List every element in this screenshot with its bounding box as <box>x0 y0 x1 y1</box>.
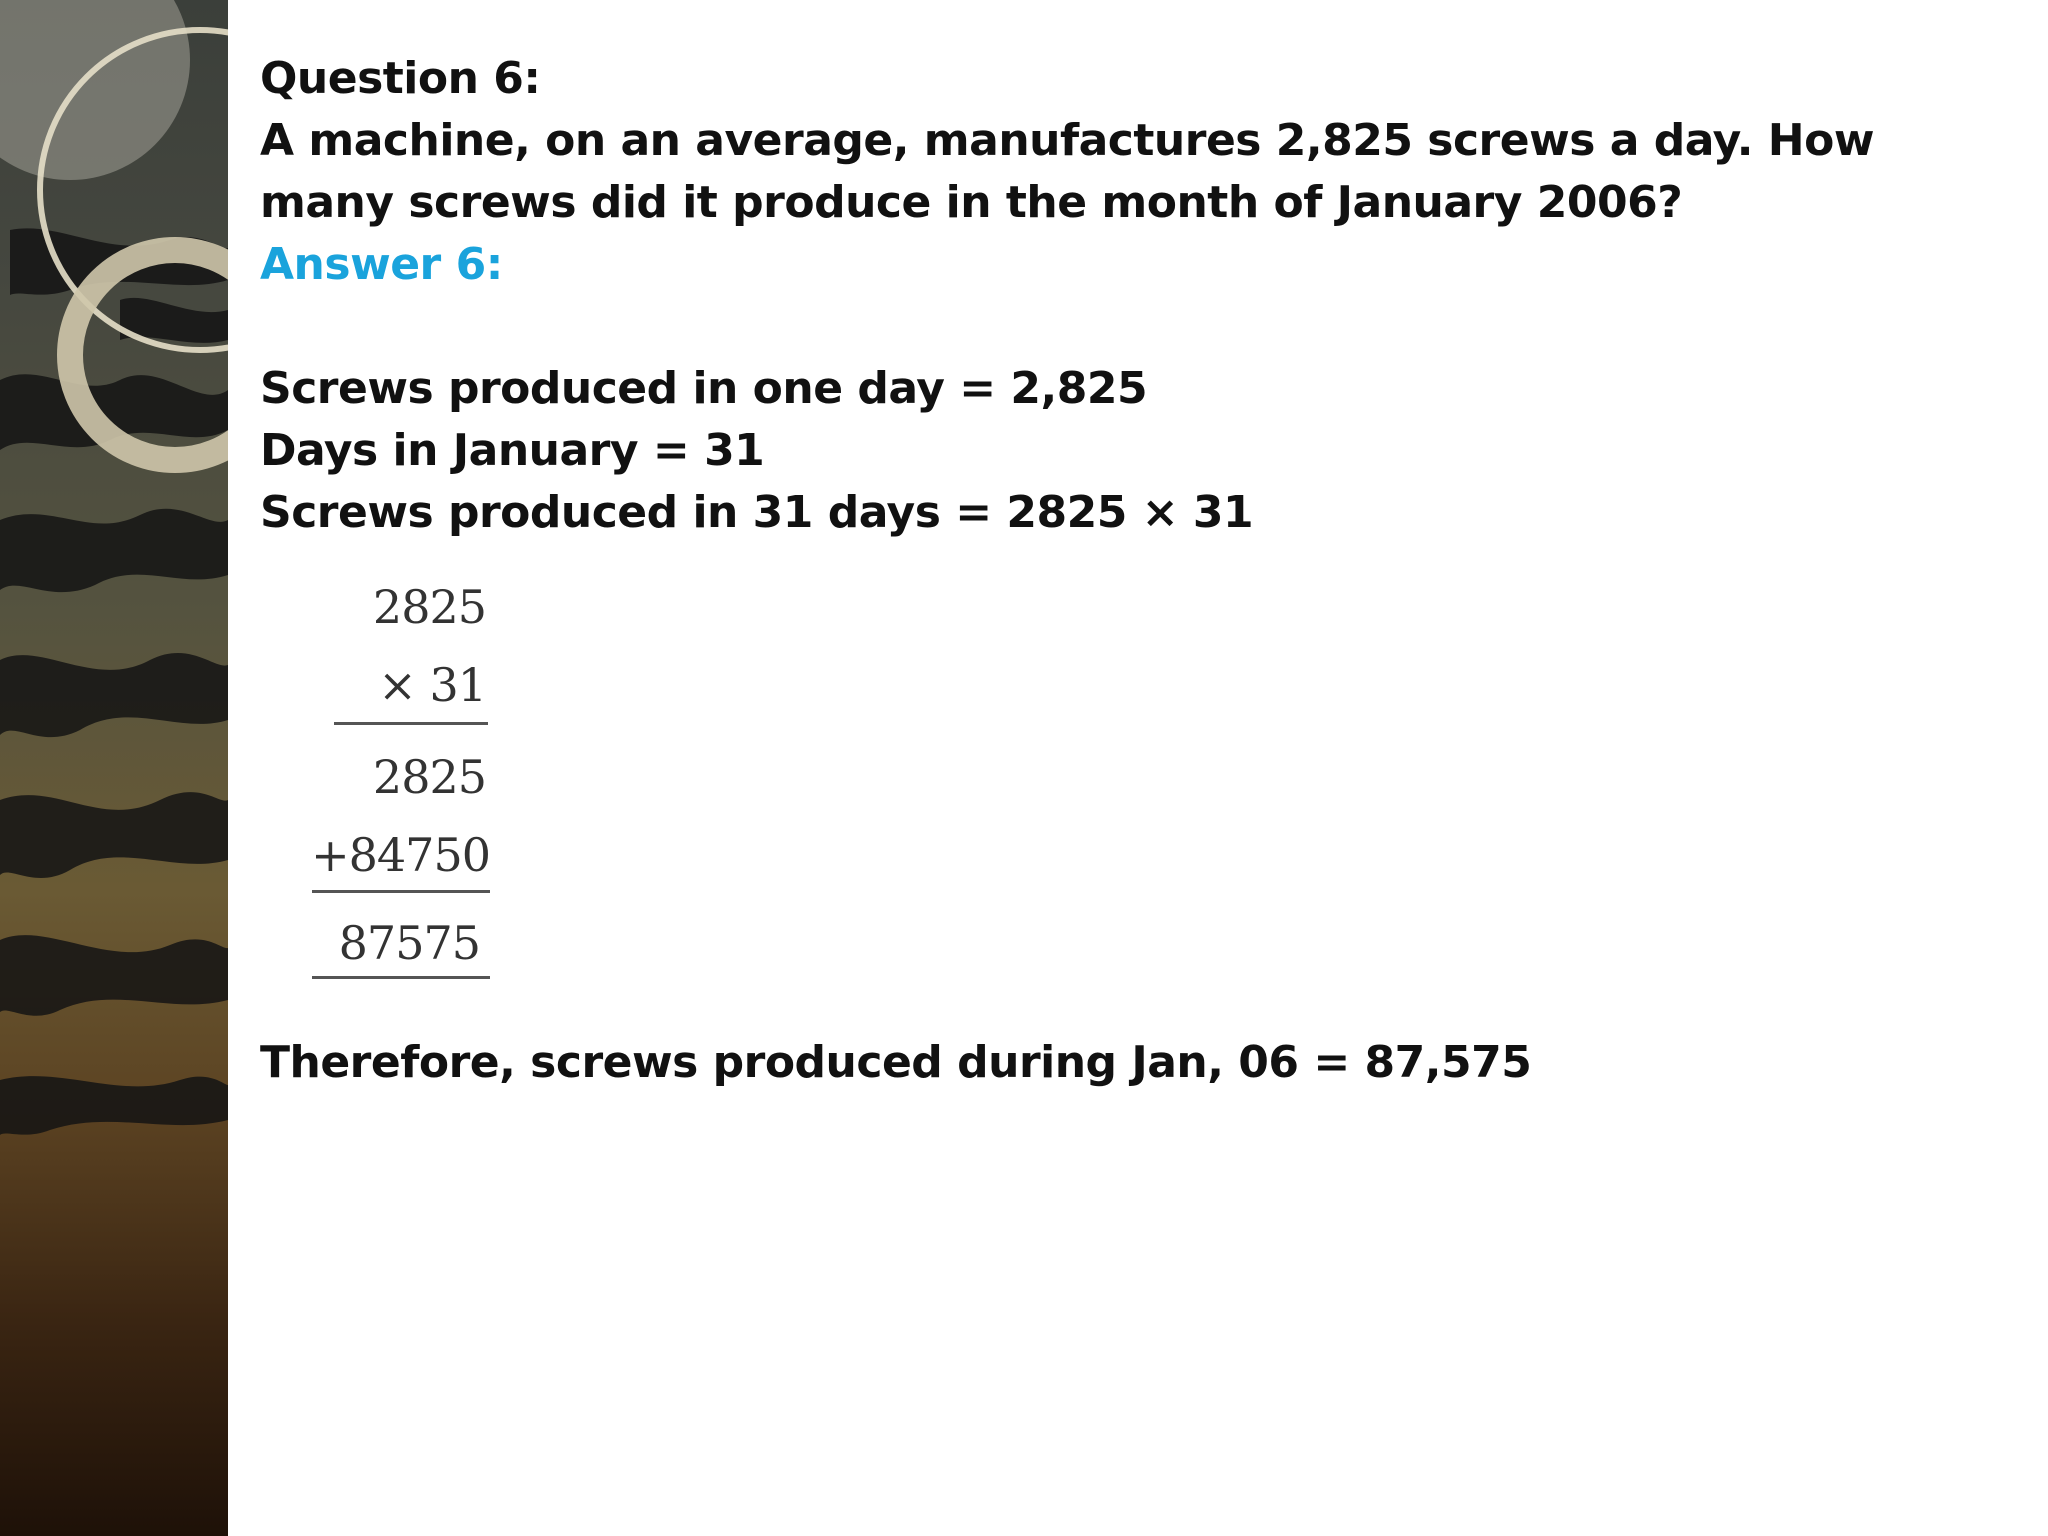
spacer <box>260 296 2000 358</box>
conclusion-text: Therefore, screws produced during Jan, 06 = 87,575 <box>260 1037 1532 1088</box>
product-result: 87575 <box>338 916 480 970</box>
multiplier: × 31 <box>378 658 486 712</box>
answer-line-3: Screws produced in 31 days = 2825 × 31 <box>260 487 1254 538</box>
decorative-rings-icon <box>0 0 228 1536</box>
multiplicand: 2825 <box>372 580 486 634</box>
long-multiplication <box>304 580 504 990</box>
question-text: A machine, on an average, manufactures 2,825 screws a day. How many screws did it produce in the month of January 2006? <box>260 115 1874 228</box>
decorative-side-strip <box>0 0 228 1536</box>
slide-content <box>260 48 2000 544</box>
answer-line-2: Days in January = 31 <box>260 425 765 476</box>
question-heading: Question 6: <box>260 53 541 104</box>
rule-2 <box>312 890 490 893</box>
answer-heading: Answer 6: <box>260 239 503 290</box>
rule-1 <box>334 722 488 725</box>
partial-product-2: +84750 <box>311 828 490 882</box>
answer-line-1: Screws produced in one day = 2,825 <box>260 363 1148 414</box>
rule-3 <box>312 976 490 979</box>
partial-product-1: 2825 <box>372 750 486 804</box>
